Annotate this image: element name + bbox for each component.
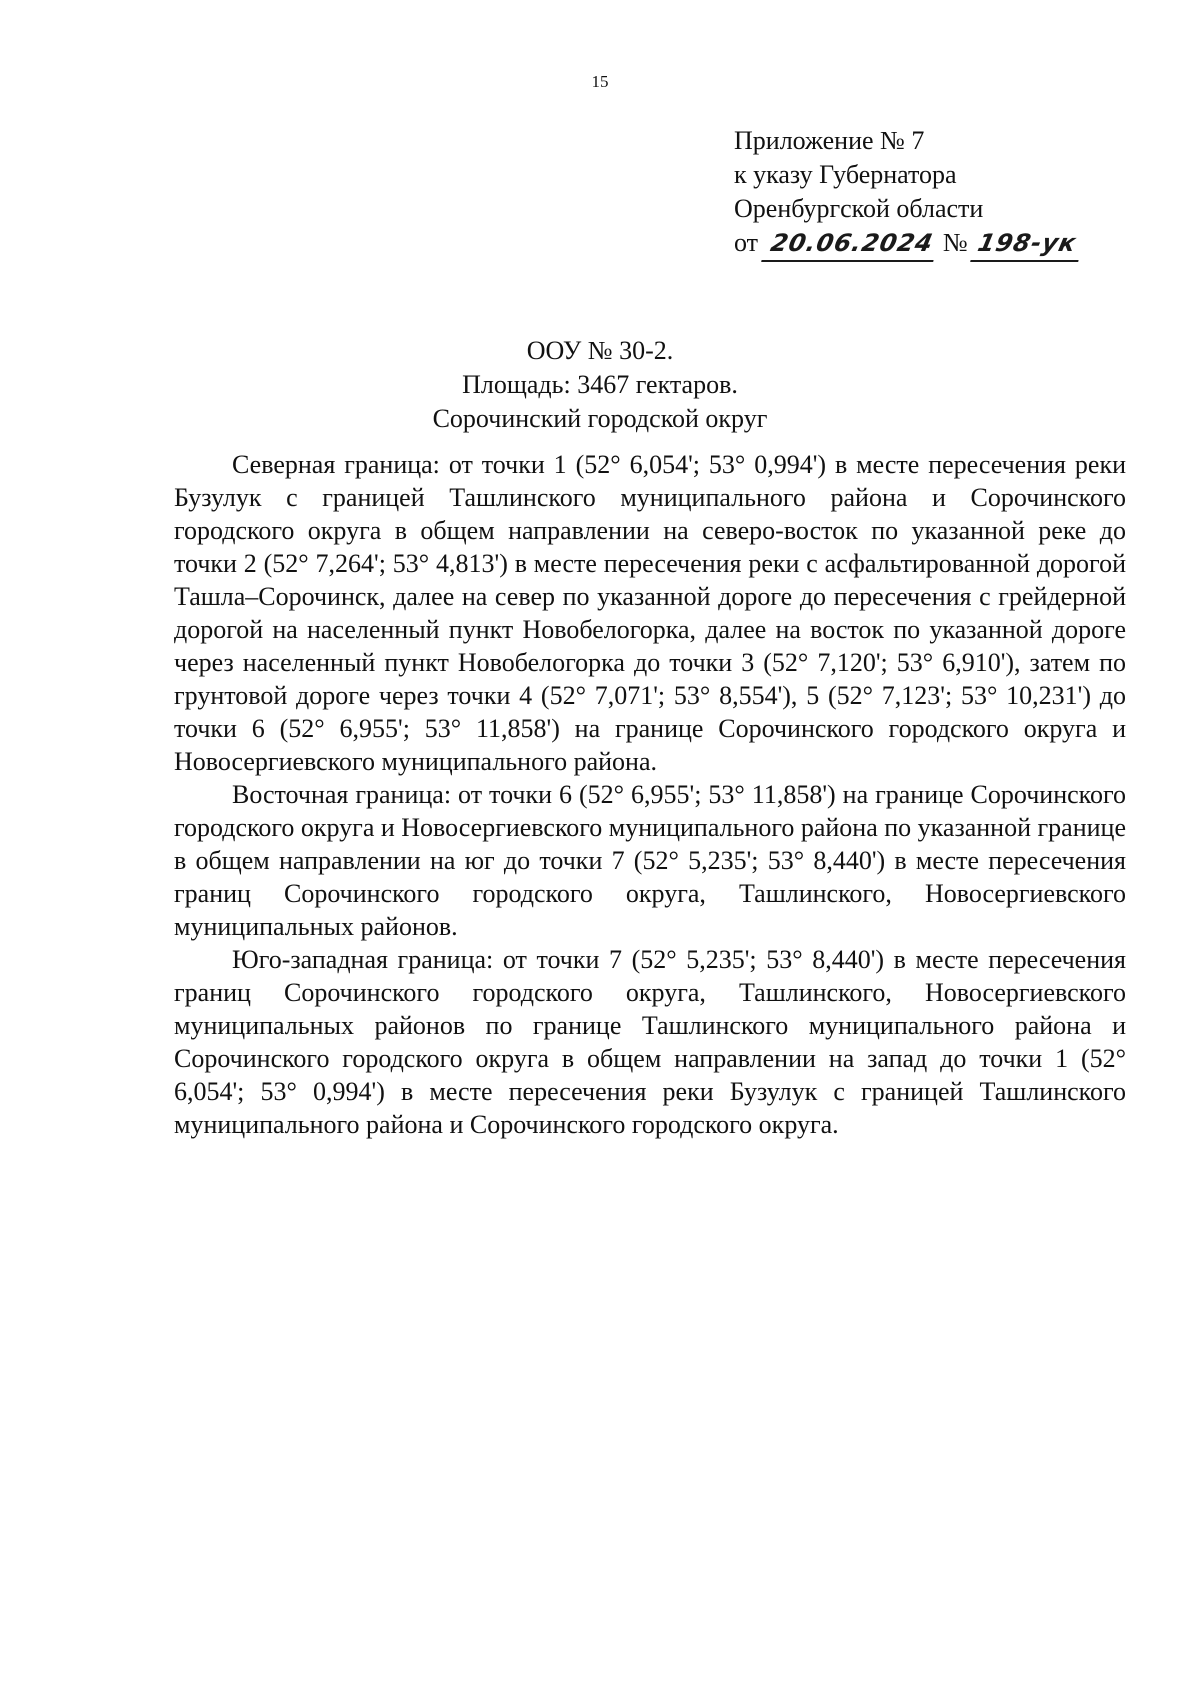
appendix-region: Оренбургской области [734,194,984,223]
page-number: 15 [591,72,609,91]
heading-area: Площадь: 3467 гектаров. [462,370,738,399]
document-heading [0,334,1200,436]
heading-district: Сорочинский городской округ [432,404,768,433]
appendix-title: Приложение № 7 [734,126,925,155]
boundary-description [174,448,1126,1141]
appendix-block [734,124,1082,262]
number-prefix: № [942,228,968,257]
appendix-date-number-line [734,226,1082,262]
eastern-boundary-paragraph: Восточная граница: от точки 6 (52° 6,955'; 53° 11,858') на границе Сорочинского городского округа и Новосергиевского муниципального района по указанной границе в общем направлении на юг до точки 7 (52° 5,235'; 53° 8,440') в месте пересечения границ Сорочинского городского округа, Ташлинского, Новосергиевского муниципальных районов. [174,780,1126,941]
appendix-decree: к указу Губернатора [734,160,957,189]
heading-title: ООУ № 30-2. [526,336,674,365]
southwestern-boundary-paragraph: Юго-западная граница: от точки 7 (52° 5,235'; 53° 8,440') в месте пересечения границ Сорочинского городского округа, Ташлинского, Новосергиевского муниципальных районов по границе Ташлинского муниципального района и Сорочинского городского округа в общем направлении на запад до точки 1 (52° 6,054'; 53° 0,994') в месте пересечения реки Бузулук с границей Ташлинского муниципального района и Сорочинского городского округа. [174,945,1126,1139]
northern-boundary-paragraph: Северная граница: от точки 1 (52° 6,054'; 53° 0,994') в месте пересечения реки Бузулук с границей Ташлинского муниципального района и Сорочинского городского округа в общем направлении на северо-восток по указанной реке до точки 2 (52° 7,264'; 53° 4,813') в месте пересечения реки с асфальтированной дорогой Ташла–Сорочинск, далее на север по указанной дороге до пересечения с грейдерной дорогой на населенный пункт Новобелогорка, далее на восток по указанной дороге через населенный пункт Новобелогорка до точки 3 (52° 7,120'; 53° 6,910'), затем по грунтовой дороге через точки 4 (52° 7,071'; 53° 8,554'), 5 (52° 7,123'; 53° 10,231') до точки 6 (52° 6,955'; 53° 11,858') на границе Сорочинского городского округа и Новосергиевского муниципального района. [174,450,1126,776]
handwritten-date: 20.06.2024 [761,226,940,262]
handwritten-number: 198-ук [970,226,1086,262]
date-prefix: от [734,228,759,257]
